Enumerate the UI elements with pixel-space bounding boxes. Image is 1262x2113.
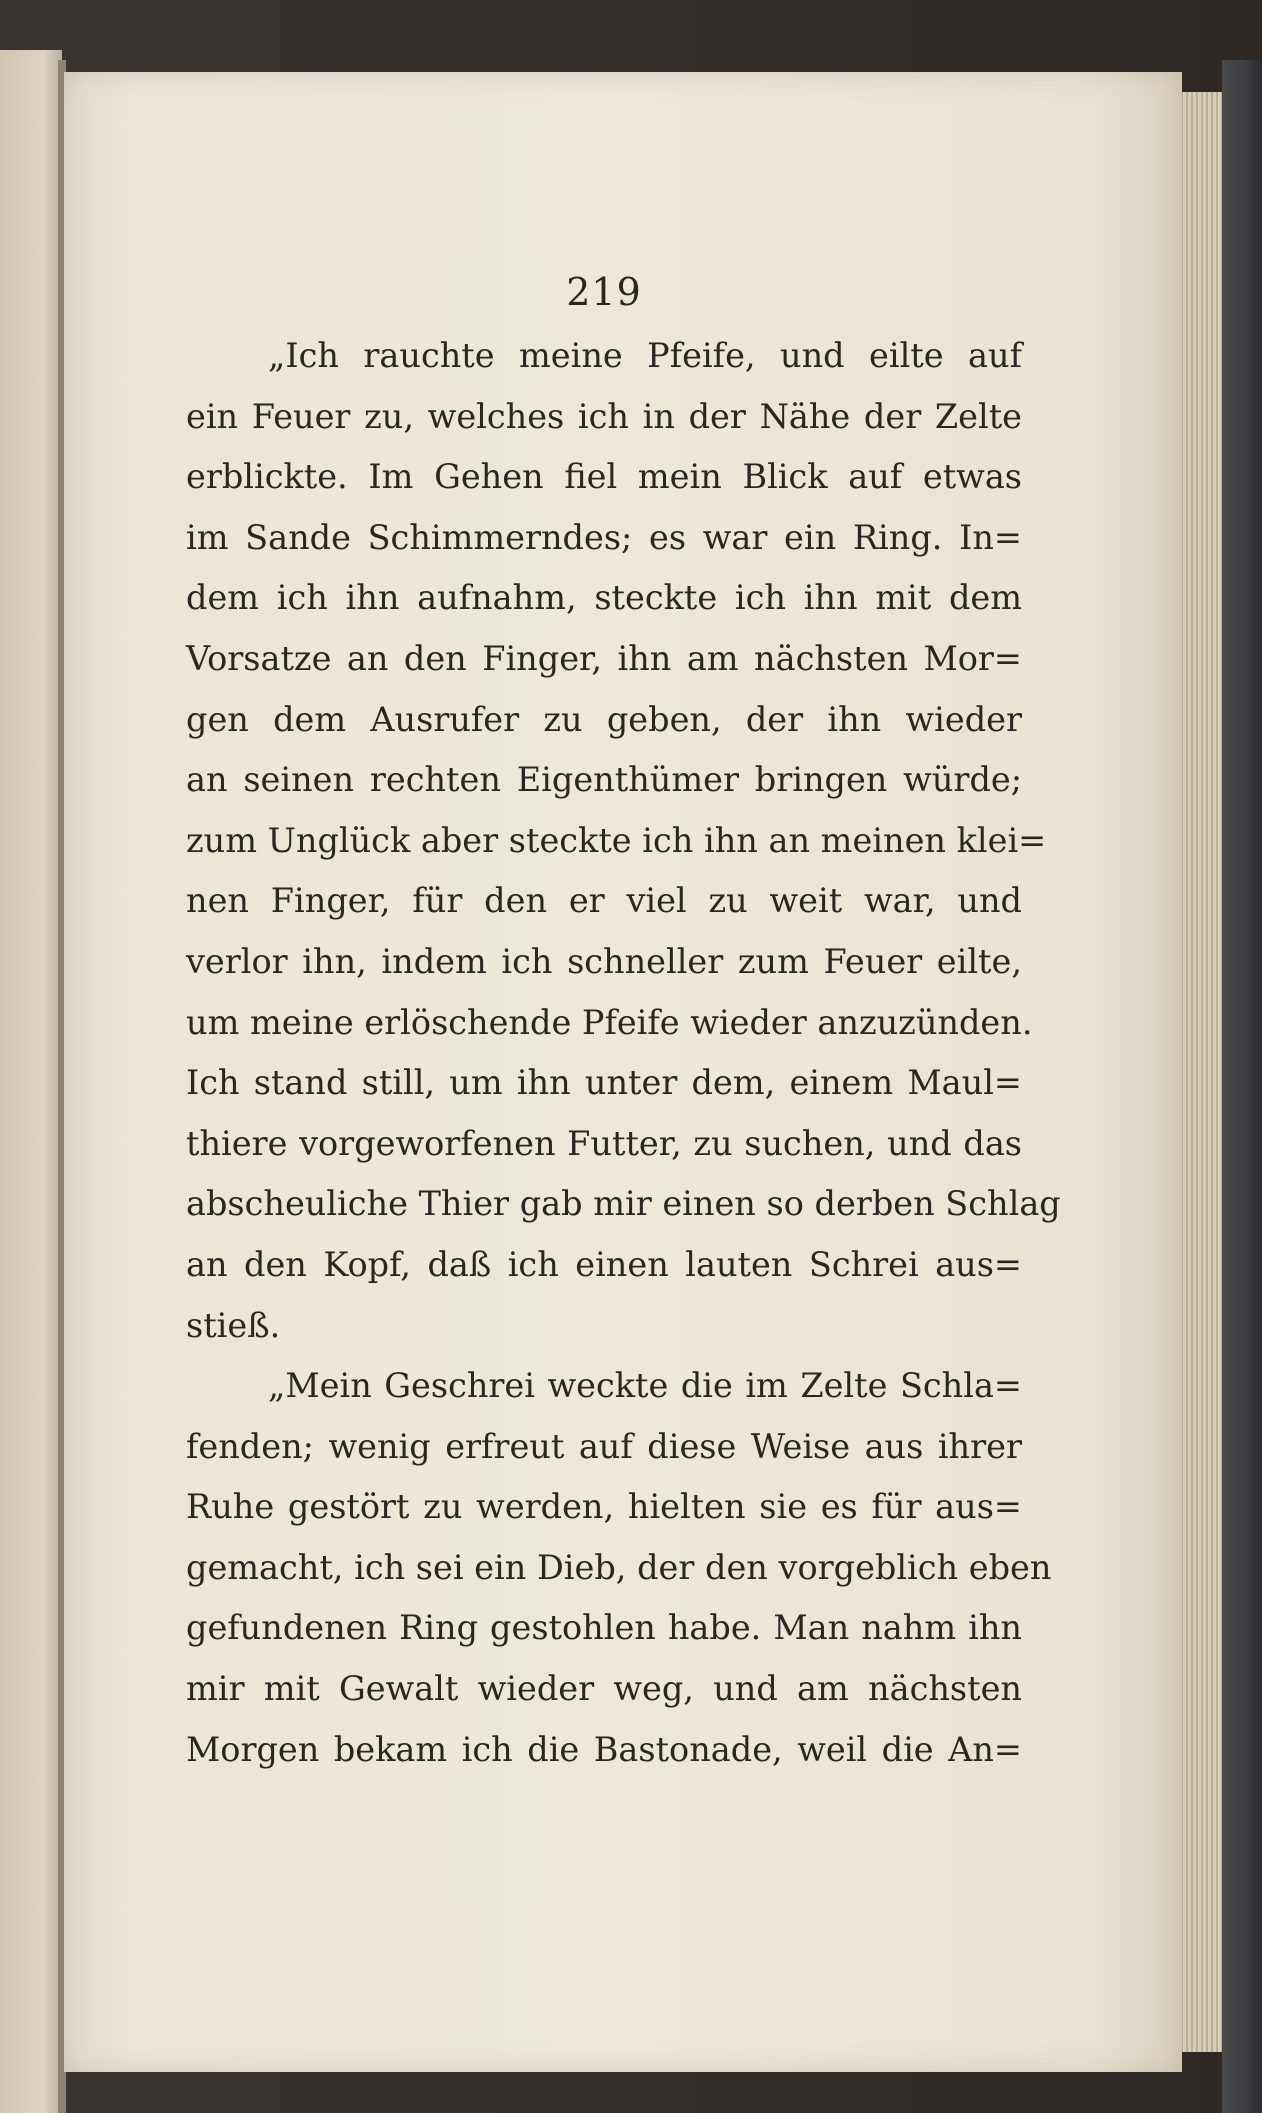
page-number: 219	[566, 270, 642, 314]
text-line: Morgen bekam ich die Bastonade, weil die An=	[186, 1729, 1022, 1769]
text-line: ein Feuer zu, welches ich in der Nähe der Zelte	[186, 396, 1022, 436]
text-line: an den Kopf, daß ich einen lauten Schrei aus=	[186, 1244, 1022, 1284]
book-cover-edge	[1222, 60, 1262, 2113]
text-line: im Sande Schimmerndes; es war ein Ring. In=	[186, 517, 1022, 557]
text-line: stieß.	[186, 1305, 281, 1345]
text-line: gen dem Ausrufer zu geben, der ihn wieder	[186, 699, 1022, 739]
text-line: „Ich rauchte meine Pfeife, und eilte auf	[268, 336, 1022, 375]
left-page-edge	[0, 50, 62, 2113]
text-line: Ich stand still, um ihn unter dem, einem Maul=	[186, 1063, 1022, 1103]
page-text-block	[186, 262, 1061, 1780]
text-line: abscheuliche Thier gab mir einen so derben Schlag	[186, 1184, 1061, 1224]
text-line: fenden; wenig erfreut auf diese Weise aus ihrer	[186, 1426, 1022, 1466]
text-line: an seinen rechten Eigenthümer bringen würde;	[186, 760, 1022, 800]
text-line: dem ich ihn aufnahm, steckte ich ihn mit dem	[186, 578, 1022, 618]
text-line: nen Finger, für den er viel zu weit war, und	[186, 881, 1022, 921]
text-line: gefundenen Ring gestohlen habe. Man nahm ihn	[186, 1608, 1022, 1648]
text-line: erblickte. Im Gehen fiel mein Blick auf etwas	[186, 457, 1022, 497]
text-line: Ruhe gestört zu werden, hielten sie es für aus=	[186, 1487, 1022, 1527]
paragraph-2	[186, 1356, 1052, 1780]
text-line: Vorsatze an den Finger, ihn am nächsten Mor=	[186, 638, 1022, 678]
text-line: mir mit Gewalt wieder weg, und am nächsten	[186, 1669, 1022, 1709]
text-line: „Mein Geschrei weckte die im Zelte Schla=	[268, 1366, 1022, 1406]
page-stack-edge	[1178, 92, 1224, 2052]
paragraph-1	[186, 326, 1061, 1356]
text-line: um meine erlöschende Pfeife wieder anzuzünden.	[186, 1002, 1033, 1042]
text-line: zum Unglück aber steckte ich ihn an meinen klei=	[186, 820, 1047, 860]
text-line: thiere vorgeworfenen Futter, zu suchen, und das	[186, 1123, 1022, 1163]
text-line: verlor ihn, indem ich schneller zum Feuer eilte,	[186, 941, 1022, 981]
text-line: gemacht, ich sei ein Dieb, der den vorgeblich eben	[186, 1547, 1052, 1587]
